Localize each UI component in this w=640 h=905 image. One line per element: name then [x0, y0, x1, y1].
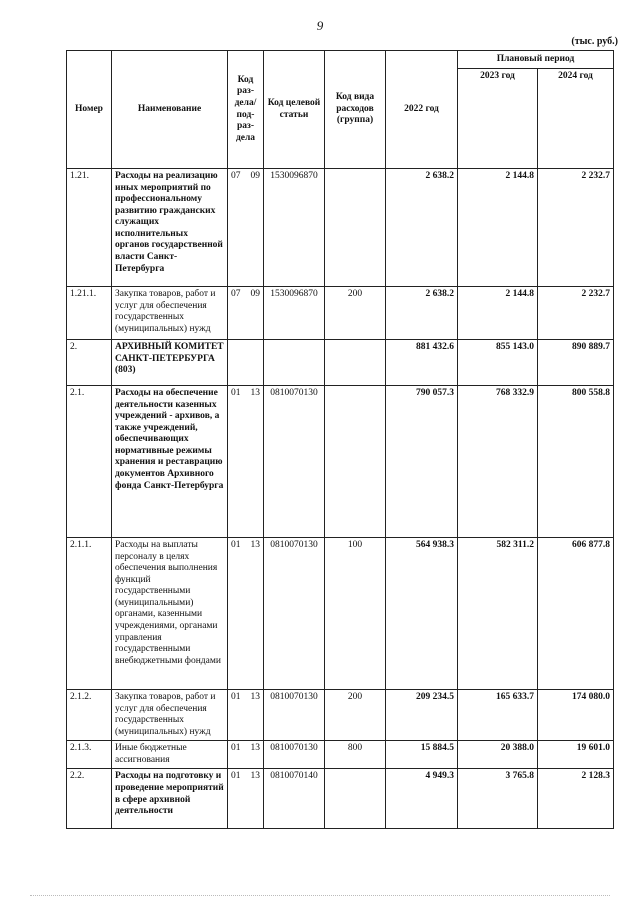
table-row: [67, 741, 614, 769]
row-value-2022: 15 884.5: [386, 741, 458, 769]
row-number: 2.1.3.: [67, 741, 112, 769]
row-value-2023: 855 143.0: [458, 340, 538, 386]
table-row: [67, 769, 614, 829]
row-podrazdel: 09: [250, 171, 260, 181]
row-value-2023: 2 144.8: [458, 169, 538, 287]
row-kind-code: [325, 169, 386, 287]
header-section: Код раз-дела/ под-раз-дела: [228, 51, 264, 169]
row-name: Расходы на выплаты персоналу в целях обеспечения выполнения функций государственными (муниципальными) органами, казенными учреждениями, органами управления государственными внебюджетными фондами: [112, 538, 228, 690]
row-value-2024: 606 877.8: [538, 538, 614, 690]
header-target: Код целевой статьи: [264, 51, 325, 169]
row-value-2023: 2 144.8: [458, 287, 538, 340]
row-value-2022: 4 949.3: [386, 769, 458, 829]
row-section-code: [228, 169, 264, 287]
row-kind-code: 200: [325, 690, 386, 741]
row-target-code: 0810070130: [264, 741, 325, 769]
table-row: [67, 287, 614, 340]
row-value-2023: 768 332.9: [458, 386, 538, 538]
row-name: Расходы на обеспечение деятельности казенных учреждений - архивов, а также учреждений, обеспечивающих нормативные режимы хранения и реставрацию документов Архивного фонда Санкт-Петербурга: [112, 386, 228, 538]
row-section-code: [228, 287, 264, 340]
header-kind: Код вида расходов (группа): [325, 51, 386, 169]
row-kind-code: [325, 769, 386, 829]
row-razdel: 01: [231, 388, 241, 398]
row-target-code: 0810070130: [264, 690, 325, 741]
units-label: (тыс. руб.): [571, 36, 618, 47]
row-name: Расходы на подготовку и проведение мероприятий в сфере архивной деятельности: [112, 769, 228, 829]
row-podrazdel: 13: [250, 743, 260, 754]
row-value-2024: 890 889.7: [538, 340, 614, 386]
row-target-code: [264, 340, 325, 386]
row-section-code: [228, 769, 264, 829]
row-podrazdel: 09: [250, 289, 260, 299]
row-kind-code: 100: [325, 538, 386, 690]
header-2023: 2023 год: [458, 69, 538, 169]
row-value-2023: 582 311.2: [458, 538, 538, 690]
row-value-2024: 19 601.0: [538, 741, 614, 769]
header-num: Номер: [67, 51, 112, 169]
row-name: АРХИВНЫЙ КОМИТЕТ САНКТ-ПЕТЕРБУРГА (803): [112, 340, 228, 386]
row-podrazdel: 13: [250, 540, 260, 550]
row-value-2024: 2 232.7: [538, 169, 614, 287]
row-number: 1.21.1.: [67, 287, 112, 340]
row-kind-code: 800: [325, 741, 386, 769]
row-number: 2.1.: [67, 386, 112, 538]
header-2022: 2022 год: [386, 51, 458, 169]
row-razdel: 07: [231, 289, 241, 299]
row-name: Закупка товаров, работ и услуг для обеспечения государственных (муниципальных) нужд: [112, 690, 228, 741]
row-target-code: 0810070140: [264, 769, 325, 829]
row-target-code: 0810070130: [264, 538, 325, 690]
row-number: 2.1.1.: [67, 538, 112, 690]
row-razdel: 01: [231, 743, 241, 754]
row-razdel: 01: [231, 692, 241, 702]
row-kind-code: [325, 340, 386, 386]
table-row: [67, 340, 614, 386]
table-row: [67, 538, 614, 690]
header-plan-period: Плановый период: [458, 51, 614, 69]
row-value-2024: 800 558.8: [538, 386, 614, 538]
row-razdel: 01: [231, 771, 241, 782]
row-section-code: [228, 538, 264, 690]
row-kind-code: [325, 386, 386, 538]
row-value-2022: 209 234.5: [386, 690, 458, 741]
row-target-code: 1530096870: [264, 287, 325, 340]
header-name: Наименование: [112, 51, 228, 169]
row-number: 2.1.2.: [67, 690, 112, 741]
row-name: Иные бюджетные ассигнования: [112, 741, 228, 769]
row-value-2022: 564 938.3: [386, 538, 458, 690]
row-value-2023: 20 388.0: [458, 741, 538, 769]
row-value-2024: 2 128.3: [538, 769, 614, 829]
row-section-code: [228, 386, 264, 538]
row-value-2022: 790 057.3: [386, 386, 458, 538]
row-podrazdel: 13: [250, 388, 260, 398]
row-target-code: 0810070130: [264, 386, 325, 538]
row-value-2024: 174 080.0: [538, 690, 614, 741]
row-name: Закупка товаров, работ и услуг для обеспечения государственных (муниципальных) нужд: [112, 287, 228, 340]
row-podrazdel: 13: [250, 692, 260, 702]
row-number: 2.2.: [67, 769, 112, 829]
row-section-code: [228, 690, 264, 741]
row-kind-code: 200: [325, 287, 386, 340]
row-name: Расходы на реализацию иных мероприятий по профессиональному развитию гражданских служащих исполнительных органов государственной власти Санкт-Петербурга: [112, 169, 228, 287]
table-row: [67, 690, 614, 741]
row-section-code: [228, 741, 264, 769]
row-value-2022: 881 432.6: [386, 340, 458, 386]
row-value-2023: 3 765.8: [458, 769, 538, 829]
table-row: [67, 169, 614, 287]
row-value-2022: 2 638.2: [386, 169, 458, 287]
table-row: [67, 386, 614, 538]
page-number: 9: [316, 18, 324, 33]
row-value-2024: 2 232.7: [538, 287, 614, 340]
row-value-2023: 165 633.7: [458, 690, 538, 741]
row-section-code: [228, 340, 264, 386]
scan-edge-marks: [30, 895, 610, 899]
header-2024: 2024 год: [538, 69, 614, 169]
row-value-2022: 2 638.2: [386, 287, 458, 340]
row-podrazdel: 13: [250, 771, 260, 782]
row-razdel: 01: [231, 540, 241, 550]
row-number: 1.21.: [67, 169, 112, 287]
row-target-code: 1530096870: [264, 169, 325, 287]
row-number: 2.: [67, 340, 112, 386]
budget-table: [66, 50, 614, 829]
row-razdel: 07: [231, 171, 241, 181]
